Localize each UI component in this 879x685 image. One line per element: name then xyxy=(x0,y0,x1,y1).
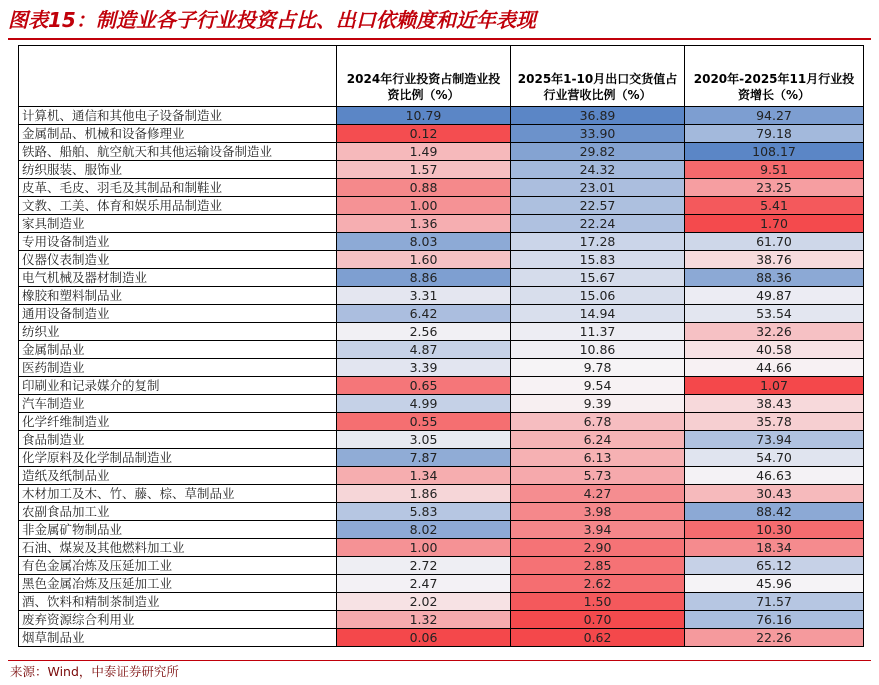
row-export-ratio: 14.94 xyxy=(511,305,685,323)
row-industry-name: 专用设备制造业 xyxy=(19,233,337,251)
row-industry-name: 有色金属冶炼及压延加工业 xyxy=(19,557,337,575)
row-export-ratio: 2.85 xyxy=(511,557,685,575)
row-investment-share: 2.47 xyxy=(337,575,511,593)
row-investment-growth: 10.30 xyxy=(685,521,864,539)
header-investment-share: 2024年行业投资占制造业投资比例（%） xyxy=(337,46,511,107)
row-industry-name: 铁路、船舶、航空航天和其他运输设备制造业 xyxy=(19,143,337,161)
row-export-ratio: 9.54 xyxy=(511,377,685,395)
row-export-ratio: 2.90 xyxy=(511,539,685,557)
header-industry xyxy=(19,46,337,107)
row-investment-share: 3.31 xyxy=(337,287,511,305)
row-export-ratio: 15.67 xyxy=(511,269,685,287)
row-export-ratio: 17.28 xyxy=(511,233,685,251)
row-investment-share: 1.00 xyxy=(337,539,511,557)
row-investment-share: 4.87 xyxy=(337,341,511,359)
row-investment-share: 3.39 xyxy=(337,359,511,377)
row-investment-share: 2.72 xyxy=(337,557,511,575)
source-divider xyxy=(8,660,871,661)
row-export-ratio: 3.94 xyxy=(511,521,685,539)
row-export-ratio: 22.24 xyxy=(511,215,685,233)
row-investment-growth: 40.58 xyxy=(685,341,864,359)
table-row xyxy=(19,359,864,377)
row-investment-growth: 88.42 xyxy=(685,503,864,521)
row-investment-share: 1.32 xyxy=(337,611,511,629)
row-investment-growth: 35.78 xyxy=(685,413,864,431)
row-industry-name: 非金属矿物制品业 xyxy=(19,521,337,539)
row-industry-name: 仪器仪表制造业 xyxy=(19,251,337,269)
table-row xyxy=(19,161,864,179)
row-industry-name: 通用设备制造业 xyxy=(19,305,337,323)
row-industry-name: 造纸及纸制品业 xyxy=(19,467,337,485)
table-row xyxy=(19,341,864,359)
row-export-ratio: 24.32 xyxy=(511,161,685,179)
table-row xyxy=(19,593,864,611)
row-export-ratio: 4.27 xyxy=(511,485,685,503)
table-row xyxy=(19,251,864,269)
row-export-ratio: 6.13 xyxy=(511,449,685,467)
table-row xyxy=(19,377,864,395)
table-row xyxy=(19,575,864,593)
row-export-ratio: 36.89 xyxy=(511,107,685,125)
row-investment-share: 1.34 xyxy=(337,467,511,485)
row-industry-name: 印刷业和记录媒介的复制 xyxy=(19,377,337,395)
row-investment-share: 8.02 xyxy=(337,521,511,539)
row-industry-name: 文教、工美、体育和娱乐用品制造业 xyxy=(19,197,337,215)
row-investment-growth: 22.26 xyxy=(685,629,864,647)
row-investment-share: 1.49 xyxy=(337,143,511,161)
row-investment-share: 0.06 xyxy=(337,629,511,647)
row-industry-name: 皮革、毛皮、羽毛及其制品和制鞋业 xyxy=(19,179,337,197)
row-export-ratio: 9.39 xyxy=(511,395,685,413)
row-export-ratio: 6.78 xyxy=(511,413,685,431)
row-investment-share: 5.83 xyxy=(337,503,511,521)
table-row xyxy=(19,107,864,125)
row-industry-name: 医药制造业 xyxy=(19,359,337,377)
row-investment-share: 1.60 xyxy=(337,251,511,269)
table-row xyxy=(19,611,864,629)
row-export-ratio: 33.90 xyxy=(511,125,685,143)
row-investment-share: 1.57 xyxy=(337,161,511,179)
row-investment-growth: 108.17 xyxy=(685,143,864,161)
row-industry-name: 纺织业 xyxy=(19,323,337,341)
row-investment-growth: 73.94 xyxy=(685,431,864,449)
row-investment-growth: 23.25 xyxy=(685,179,864,197)
row-investment-share: 0.55 xyxy=(337,413,511,431)
header-row xyxy=(19,46,864,107)
row-industry-name: 石油、煤炭及其他燃料加工业 xyxy=(19,539,337,557)
row-investment-share: 6.42 xyxy=(337,305,511,323)
row-industry-name: 黑色金属冶炼及压延加工业 xyxy=(19,575,337,593)
row-investment-growth: 61.70 xyxy=(685,233,864,251)
row-export-ratio: 11.37 xyxy=(511,323,685,341)
table-row xyxy=(19,395,864,413)
row-export-ratio: 0.70 xyxy=(511,611,685,629)
row-investment-growth: 44.66 xyxy=(685,359,864,377)
table-row xyxy=(19,539,864,557)
row-industry-name: 酒、饮料和精制茶制造业 xyxy=(19,593,337,611)
row-investment-growth: 18.34 xyxy=(685,539,864,557)
row-industry-name: 家具制造业 xyxy=(19,215,337,233)
row-export-ratio: 9.78 xyxy=(511,359,685,377)
table-row xyxy=(19,269,864,287)
row-industry-name: 食品制造业 xyxy=(19,431,337,449)
row-investment-share: 0.65 xyxy=(337,377,511,395)
row-industry-name: 汽车制造业 xyxy=(19,395,337,413)
row-industry-name: 烟草制品业 xyxy=(19,629,337,647)
row-industry-name: 计算机、通信和其他电子设备制造业 xyxy=(19,107,337,125)
table-row xyxy=(19,215,864,233)
row-investment-share: 4.99 xyxy=(337,395,511,413)
row-export-ratio: 15.83 xyxy=(511,251,685,269)
row-investment-share: 10.79 xyxy=(337,107,511,125)
table-row xyxy=(19,467,864,485)
row-export-ratio: 6.24 xyxy=(511,431,685,449)
row-investment-growth: 53.54 xyxy=(685,305,864,323)
row-industry-name: 木材加工及木、竹、藤、棕、草制品业 xyxy=(19,485,337,503)
row-investment-share: 1.00 xyxy=(337,197,511,215)
table-body xyxy=(19,107,864,647)
table-row xyxy=(19,323,864,341)
page-title: 图表15：制造业各子行业投资占比、出口依赖度和近年表现 xyxy=(8,8,536,32)
row-industry-name: 农副食品加工业 xyxy=(19,503,337,521)
row-export-ratio: 22.57 xyxy=(511,197,685,215)
row-export-ratio: 5.73 xyxy=(511,467,685,485)
row-investment-share: 3.05 xyxy=(337,431,511,449)
table-row xyxy=(19,413,864,431)
table-row xyxy=(19,557,864,575)
table-row xyxy=(19,179,864,197)
table-row xyxy=(19,431,864,449)
row-export-ratio: 3.98 xyxy=(511,503,685,521)
row-investment-growth: 76.16 xyxy=(685,611,864,629)
row-investment-share: 7.87 xyxy=(337,449,511,467)
table-row xyxy=(19,485,864,503)
row-investment-growth: 32.26 xyxy=(685,323,864,341)
row-investment-share: 8.86 xyxy=(337,269,511,287)
title-divider xyxy=(8,38,871,40)
row-investment-growth: 65.12 xyxy=(685,557,864,575)
row-industry-name: 化学纤维制造业 xyxy=(19,413,337,431)
row-investment-share: 0.88 xyxy=(337,179,511,197)
row-industry-name: 电气机械及器材制造业 xyxy=(19,269,337,287)
row-investment-growth: 1.07 xyxy=(685,377,864,395)
source-note: 来源：Wind，中泰证券研究所 xyxy=(10,664,179,679)
row-investment-growth: 46.63 xyxy=(685,467,864,485)
row-industry-name: 化学原料及化学制品制造业 xyxy=(19,449,337,467)
row-investment-growth: 49.87 xyxy=(685,287,864,305)
table-row xyxy=(19,305,864,323)
table-row xyxy=(19,287,864,305)
row-investment-growth: 38.76 xyxy=(685,251,864,269)
header-export-ratio: 2025年1-10月出口交货值占行业营收比例（%） xyxy=(511,46,685,107)
data-table xyxy=(18,45,864,647)
row-export-ratio: 23.01 xyxy=(511,179,685,197)
table-row xyxy=(19,629,864,647)
table-row xyxy=(19,521,864,539)
table-row xyxy=(19,143,864,161)
row-export-ratio: 15.06 xyxy=(511,287,685,305)
row-investment-growth: 30.43 xyxy=(685,485,864,503)
row-export-ratio: 0.62 xyxy=(511,629,685,647)
row-investment-growth: 94.27 xyxy=(685,107,864,125)
row-investment-growth: 79.18 xyxy=(685,125,864,143)
row-industry-name: 金属制品业 xyxy=(19,341,337,359)
row-industry-name: 金属制品、机械和设备修理业 xyxy=(19,125,337,143)
row-investment-growth: 88.36 xyxy=(685,269,864,287)
row-investment-share: 2.02 xyxy=(337,593,511,611)
row-export-ratio: 10.86 xyxy=(511,341,685,359)
header-investment-growth: 2020年-2025年11月行业投资增长（%） xyxy=(685,46,864,107)
row-investment-growth: 54.70 xyxy=(685,449,864,467)
row-investment-share: 8.03 xyxy=(337,233,511,251)
row-investment-share: 1.36 xyxy=(337,215,511,233)
row-industry-name: 橡胶和塑料制品业 xyxy=(19,287,337,305)
row-industry-name: 废弃资源综合利用业 xyxy=(19,611,337,629)
row-investment-growth: 38.43 xyxy=(685,395,864,413)
row-industry-name: 纺织服装、服饰业 xyxy=(19,161,337,179)
row-investment-share: 0.12 xyxy=(337,125,511,143)
row-investment-share: 1.86 xyxy=(337,485,511,503)
row-investment-growth: 71.57 xyxy=(685,593,864,611)
table-row xyxy=(19,233,864,251)
row-investment-growth: 1.70 xyxy=(685,215,864,233)
row-investment-share: 2.56 xyxy=(337,323,511,341)
row-export-ratio: 1.50 xyxy=(511,593,685,611)
row-investment-growth: 5.41 xyxy=(685,197,864,215)
row-investment-growth: 45.96 xyxy=(685,575,864,593)
table-row xyxy=(19,449,864,467)
row-export-ratio: 2.62 xyxy=(511,575,685,593)
table-row xyxy=(19,197,864,215)
table-row xyxy=(19,503,864,521)
row-investment-growth: 9.51 xyxy=(685,161,864,179)
row-export-ratio: 29.82 xyxy=(511,143,685,161)
table-row xyxy=(19,125,864,143)
